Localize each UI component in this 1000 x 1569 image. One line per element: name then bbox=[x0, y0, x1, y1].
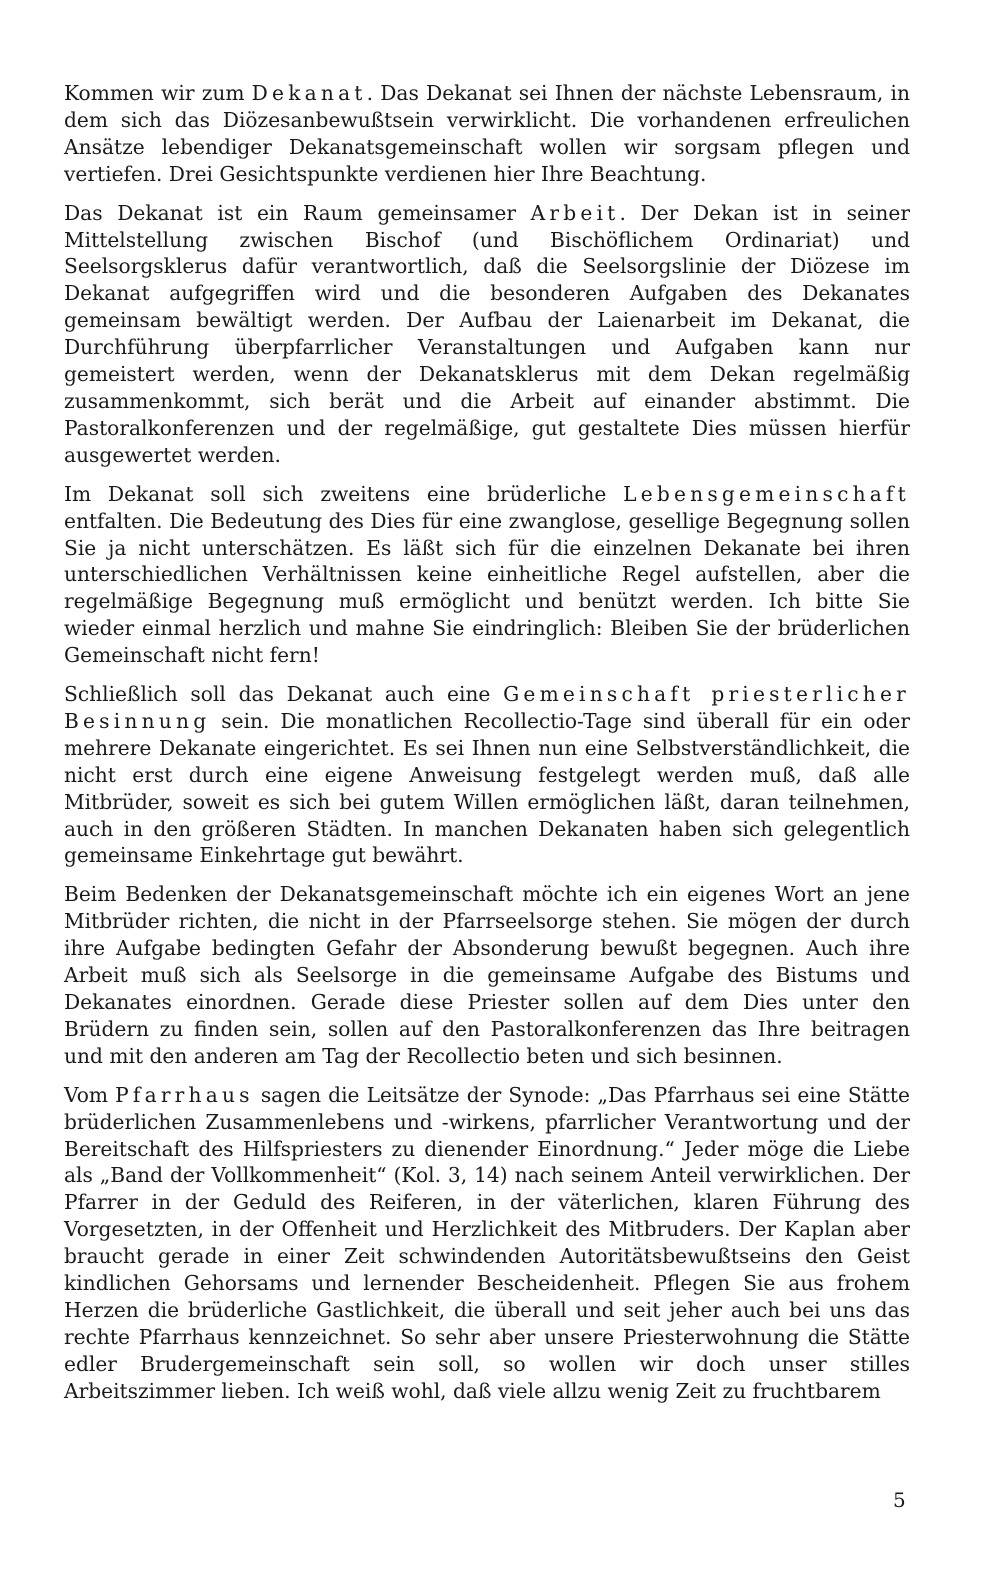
page-number: 5 bbox=[893, 1488, 906, 1512]
paragraph-pfarrhaus bbox=[64, 1082, 910, 1405]
text-segment: Im Dekanat soll sich zweitens eine brüderliche bbox=[64, 481, 624, 506]
text-segment: Vom bbox=[64, 1082, 116, 1107]
text-segment: Beim Bedenken der Dekanatsgemeinschaft möchte ich ein eigenes Wort an jene Mitbrüder richten, die nicht in der Pfarrseelsorge stehen. Sie mögen der durch ihre Aufgabe bedingten Gefahr der Absonderung bewußt begegnen. Auch ihre Arbeit muß sich als Seelsorge in die gemeinsame Aufgabe des Bistums und Dekanates einordnen. Gerade diese Priester sollen auf dem Dies unter den Brüdern zu finden sein, sollen auf den Pastoralkonferenzen das Ihre beitragen und mit den anderen am Tag der Recollectio beten und sich besinnen. bbox=[64, 882, 910, 1068]
text-segment: sagen die Leitsätze der Synode: „Das Pfarrhaus sei eine Stätte brüderlichen Zusammenlebens und -wirkens, pfarrlicher Verantwortung und der Bereitschaft des Hilfspriesters zu dienender Einordnung.“ Jeder möge die Liebe als „Band der Vollkommenheit“ (Kol. 3, 14) nach seinem Anteil verwirklichen. Der Pfarrer in der Geduld des Reiferen, in der väterlichen, klaren Führung des Vorgesetzten, in der Offenheit und Herzlichkeit des Mitbruders. Der Kaplan aber braucht gerade in einer Zeit schwindenden Autoritätsbewußtseins den Geist kindlichen Gehorsams und lernender Bescheidenheit. Pflegen Sie aus frohem Herzen die brüderliche Gastlichkeit, die überall und seit jeher auch bei uns das rechte Pfarrhaus kennzeichnet. So sehr aber unsere Priesterwohnung die Stätte edler Brudergemeinschaft sein soll, so wollen wir doch unser stilles Arbeitszimmer lieben. Ich weiß wohl, daß viele allzu wenig Zeit zu fruchtbarem bbox=[64, 1082, 910, 1403]
text-segment: Das Dekanat ist ein Raum gemeinsamer bbox=[64, 200, 531, 225]
text-segment: sein. Die monatlichen Recollectio-Tage sind überall für ein oder mehrere Dekanate eingerichtet. Es sei Ihnen nun eine Selbstverständlichkeit, die nicht erst durch eine eigene Anweisung festgelegt werden muß, daß alle Mitbrüder, soweit es sich bei gutem Willen ermöglichen läßt, daran teilnehmen, auch in den größeren Städten. In manchen Dekanaten haben sich gelegentlich gemeinsame Einkehrtage gut bewährt. bbox=[64, 708, 910, 868]
paragraph-mitbrueder bbox=[64, 881, 910, 1069]
page-body bbox=[64, 80, 910, 1417]
emphasized-term: Lebensgemeinschaft bbox=[623, 481, 910, 506]
emphasized-term: Arbeit bbox=[530, 200, 620, 225]
text-segment: Schließlich soll das Dekanat auch eine bbox=[64, 682, 504, 707]
text-segment: entfalten. Die Bedeutung des Dies für eine zwanglose, gesellige Begegnung sollen Sie ja nicht unterschätzen. Es läßt sich für die einzelnen Dekanate bei ihren unterschiedlichen Verhältnissen keine einheitliche Regel aufstellen, aber die regelmäßige Begegnung muß ermöglicht und benützt werden. Ich bitte Sie wieder einmal herzlich und mahne Sie eindringlich: Bleiben Sie der brüderlichen Gemeinschaft nicht fern! bbox=[64, 508, 910, 668]
emphasized-term: Gemeinschaft priesterlicher Besinnung bbox=[64, 682, 910, 733]
text-segment: . Das Dekanat sei Ihnen der nächste Lebensraum, in dem sich das Diözesanbewußtsein verwirklicht. Die vorhandenen erfreulichen Ansätze lebendiger Dekanatsgemeinschaft wollen wir sorgsam pflegen und vertiefen. Drei Gesichtspunkte verdienen hier Ihre Beachtung. bbox=[64, 81, 910, 186]
emphasized-term: Dekanat bbox=[251, 81, 367, 105]
text-segment: . Der Dekan ist in seiner Mittelstellung zwischen Bischof (und Bischöflichem Ordinariat) und Seelsorgsklerus dafür verantwortlich, daß die Seelsorgslinie der Diözese im Dekanat aufgegriffen wird und die besonderen Aufgaben des Dekanates gemeinsam bewältigt werden. Der Aufbau der Laienarbeit im Dekanat, die Durchführung überpfarrlicher Veranstaltungen und Aufgaben kann nur gemeistert werden, wenn der Dekanatsklerus mit dem Dekan regelmäßig zusammenkommt, sich berät und die Arbeit auf einander abstimmt. Die Pastoralkonferenzen und der regelmäßige, gut gestaltete Dies müssen hierfür ausgewertet werden. bbox=[64, 200, 910, 467]
paragraph-arbeit bbox=[64, 200, 910, 469]
text-segment: Kommen wir zum bbox=[64, 81, 252, 105]
paragraph-dekanat-intro bbox=[64, 80, 910, 188]
paragraph-lebensgemeinschaft bbox=[64, 481, 910, 669]
paragraph-besinnung bbox=[64, 681, 910, 869]
emphasized-term: Pfarrhaus bbox=[115, 1082, 254, 1107]
